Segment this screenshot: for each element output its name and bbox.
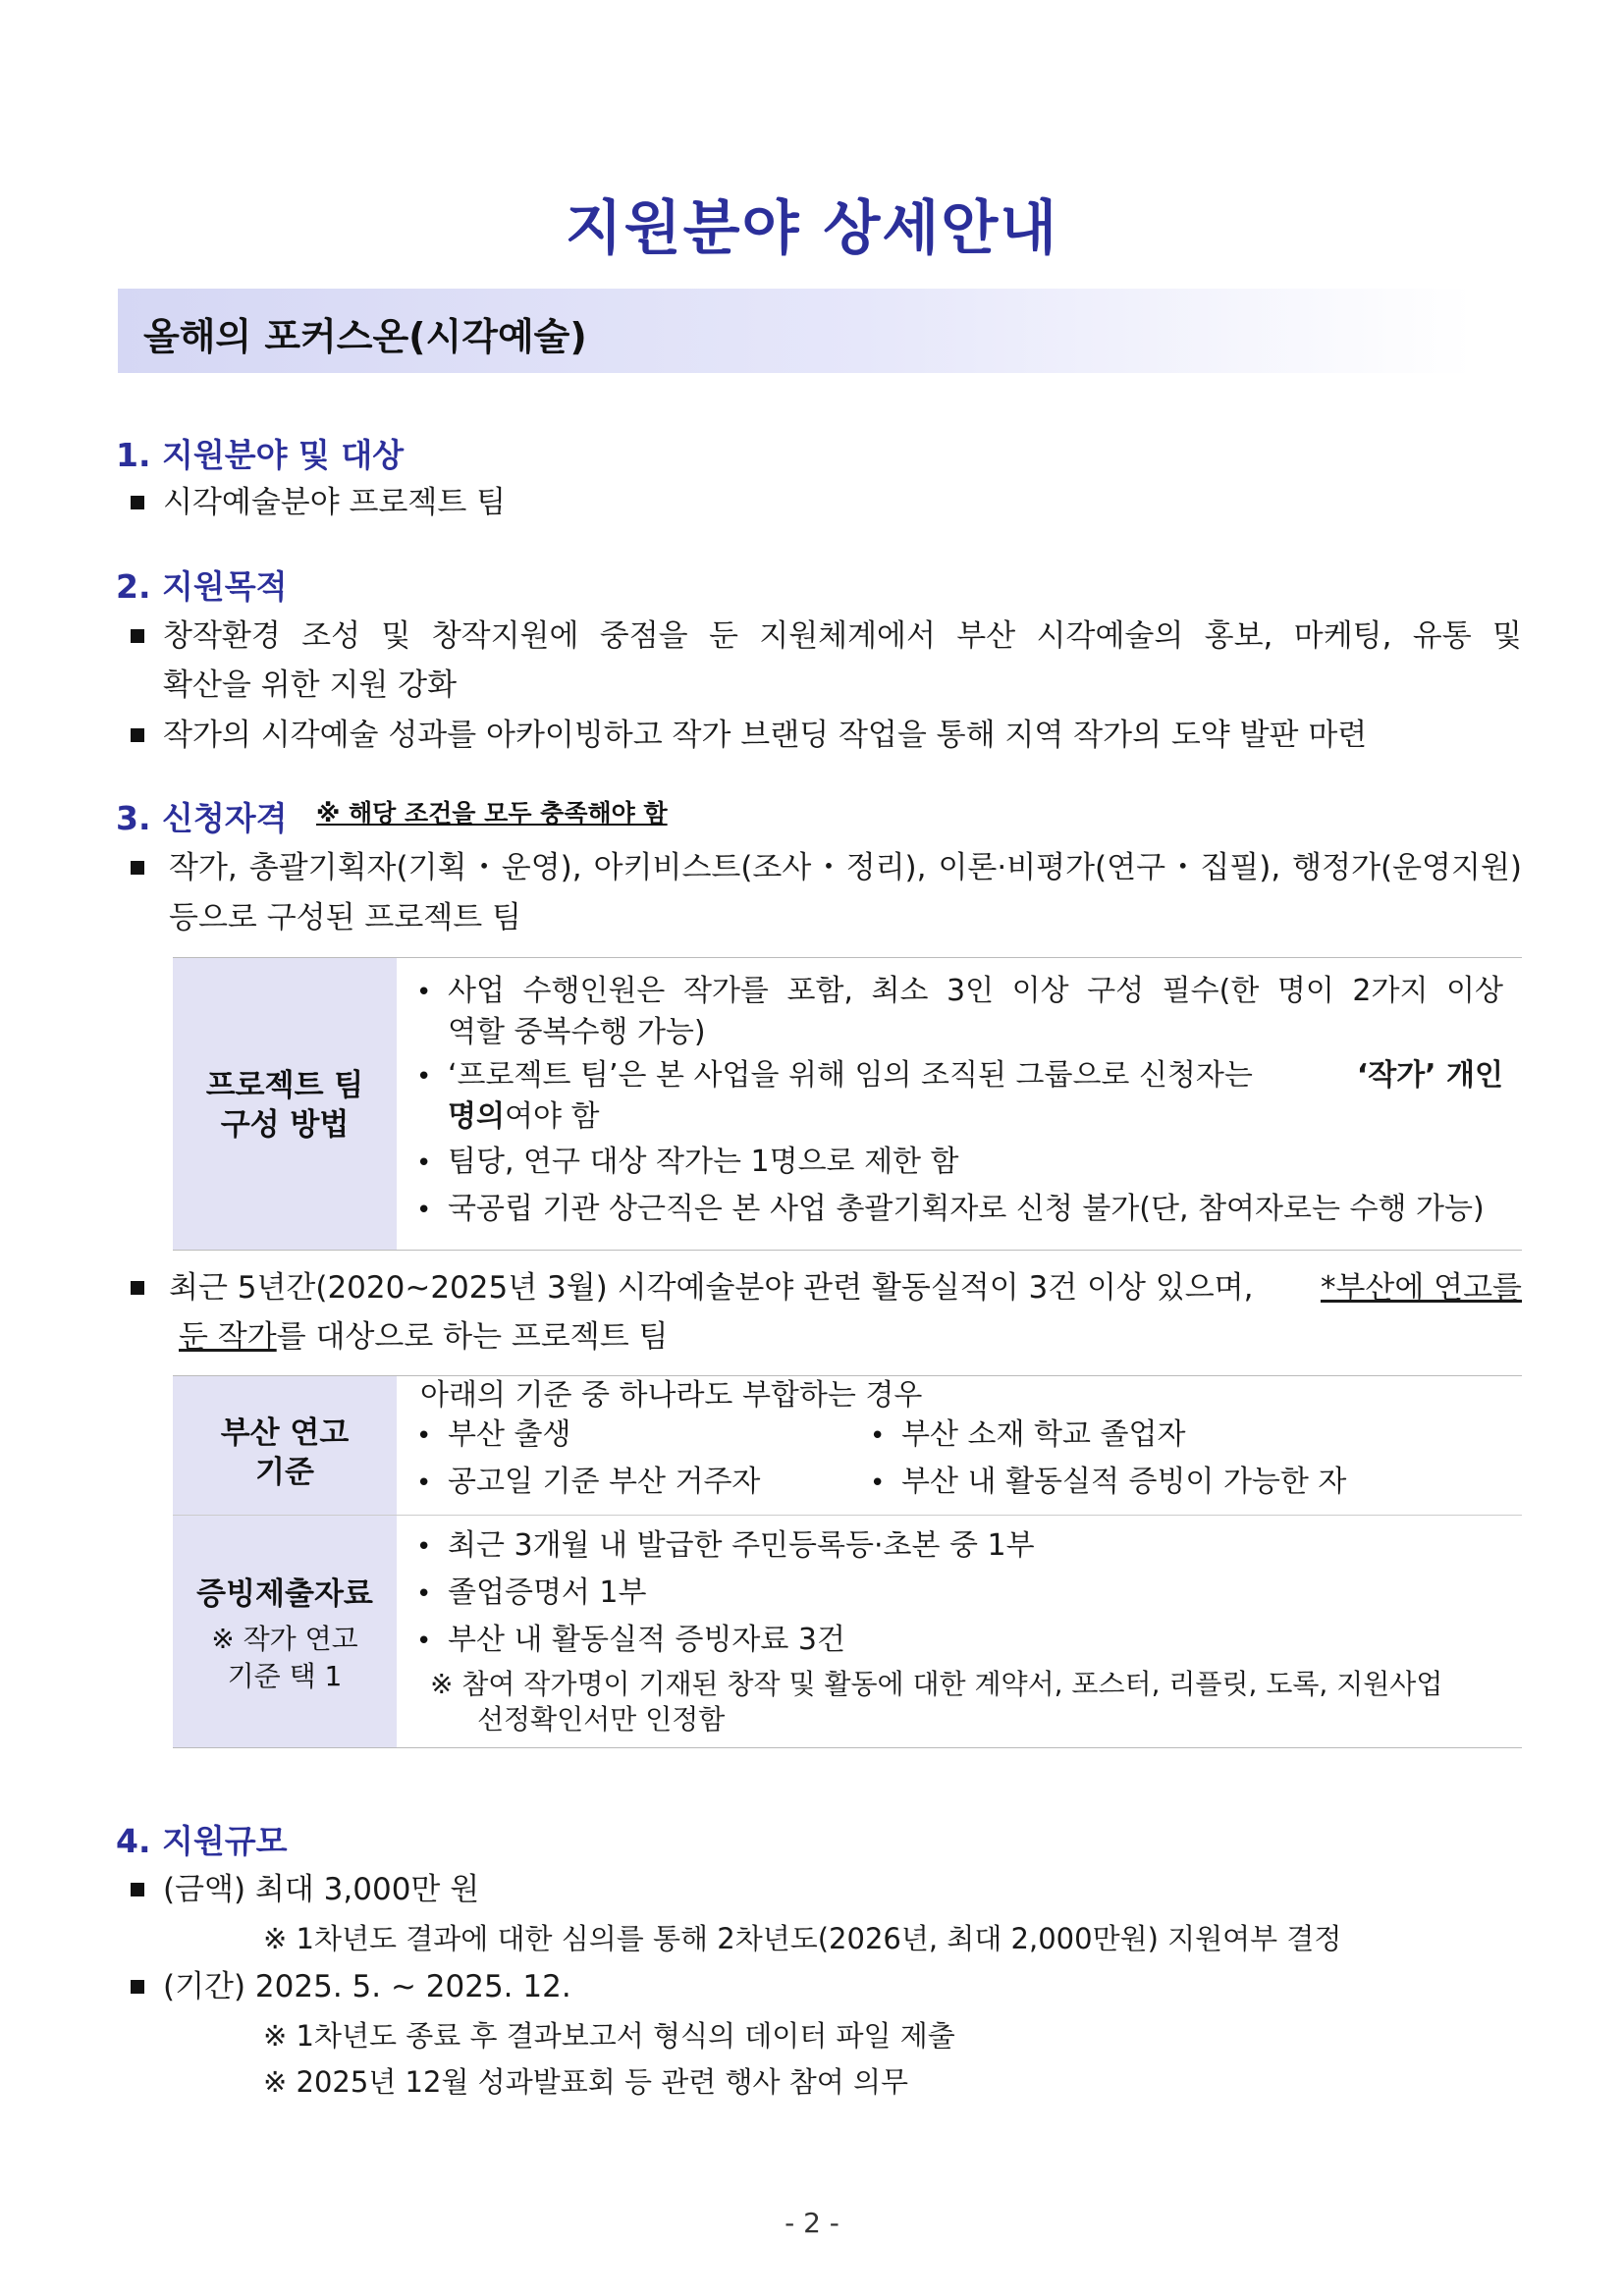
s3-item2-rest: 를 대상으로 하는 프로젝트 팀 — [276, 1319, 669, 1355]
bullet-dot: • — [870, 1421, 886, 1451]
s3-item2-text: 최근 5년간(2020~2025년 3월) 시각예술분야 관련 활동실적이 3건 이상 있으며, — [169, 1270, 1254, 1306]
bullet-dot: • — [416, 1421, 432, 1451]
s1-item: 시각예술분야 프로젝트 팀 — [163, 485, 507, 520]
bullet-dot: • — [416, 1196, 432, 1225]
t2-r1-b1: 부산 출생 — [448, 1417, 571, 1452]
t2-r1-b3: 공고일 기준 부산 거주자 — [448, 1465, 761, 1499]
s3-item1-line1: 작가, 총괄기획자(기획・운영), 아키비스트(조사・정리), 이론·비평가(연구・집필), 행정가(운영지원) — [169, 850, 1522, 885]
bullet-dot: • — [416, 1627, 432, 1656]
bullet-dot: • — [416, 1148, 432, 1178]
t1-b1-line2: 역할 중복수행 가능) — [448, 1015, 706, 1049]
bullet-square — [131, 629, 144, 643]
t2-r2-b1: 최근 3개월 내 발급한 주민등록등·초본 중 1부 — [448, 1528, 1035, 1563]
section-banner — [118, 289, 1473, 373]
header-line: 프로젝트 팀 — [205, 1068, 364, 1103]
bullet-dot: • — [416, 1062, 432, 1092]
bullet-square — [131, 1980, 144, 1994]
t2-r2-note-line1: ※ 참여 작가명이 기재된 창작 및 활동에 대한 계약서, 포스터, 리플릿, 도록, 지원사업 — [430, 1668, 1443, 1700]
t2-r1-intro: 아래의 기준 중 하나라도 부합하는 경우 — [420, 1378, 923, 1413]
header-line: 구성 방법 — [220, 1107, 350, 1143]
section-1-heading: 1. 지원분야 및 대상 — [116, 436, 405, 474]
s2-item2: 작가의 시각예술 성과를 아카이빙하고 작가 브랜딩 작업을 통해 지역 작가의 도약 발판 마련 — [163, 718, 1368, 753]
header-line: 기준 택 1 — [227, 1660, 343, 1692]
header-line: ※ 작가 연고 — [211, 1623, 358, 1655]
table-header-cell — [173, 1376, 397, 1515]
s3-item2-line2 — [179, 1317, 668, 1357]
bullet-square — [131, 728, 144, 742]
section-3-heading: 3. 신청자격 — [116, 799, 288, 837]
t2-r1-b2: 부산 소재 학교 졸업자 — [901, 1417, 1186, 1452]
bullet-square — [131, 1281, 144, 1295]
team-composition-table — [173, 957, 1522, 1251]
t1-b2-text: ‘프로젝트 팀’은 본 사업을 위해 임의 조직된 그룹으로 신청자는 — [448, 1058, 1253, 1093]
s4-item2-note2: ※ 2025년 12월 성과발표회 등 관련 행사 참여 의무 — [263, 2065, 908, 2099]
banner-label: 올해의 포커스온(시각예술) — [143, 315, 587, 358]
busan-connection-table — [173, 1375, 1522, 1748]
section-4-heading: 4. 지원규모 — [116, 1822, 288, 1860]
table-header-cell — [173, 958, 397, 1250]
s2-item1-line1: 창작환경 조성 및 창작지원에 중점을 둔 지원체계에서 부산 시각예술의 홍보, 마케팅, 유통 및 — [163, 618, 1522, 654]
bullet-dot: • — [870, 1468, 886, 1498]
header-line: 증빙제출자료 — [196, 1576, 373, 1612]
bullet-square — [131, 861, 144, 875]
s3-item2-underline-2: 둔 작가 — [179, 1319, 277, 1355]
bullet-dot: • — [416, 1532, 432, 1562]
bullet-dot: • — [416, 1468, 432, 1498]
bullet-square — [131, 1883, 144, 1896]
t1-b1-line1: 사업 수행인원은 작가를 포함, 최소 3인 이상 구성 필수(한 명이 2가지 이상 — [448, 974, 1503, 1008]
section-3-note: ※ 해당 조건을 모두 충족해야 함 — [316, 799, 668, 828]
t1-b2-bold-2: 명의 — [448, 1099, 505, 1134]
t2-r2-b3: 부산 내 활동실적 증빙자료 3건 — [448, 1623, 845, 1657]
header-line: 기준 — [255, 1455, 314, 1490]
bullet-dot: • — [416, 978, 432, 1007]
s4-item2-note1: ※ 1차년도 종료 후 결과보고서 형식의 데이터 파일 제출 — [263, 2019, 955, 2053]
t1-b4: 국공립 기관 상근직은 본 사업 총괄기획자로 신청 불가(단, 참여자로는 수행 가능) — [448, 1192, 1485, 1226]
t2-r2-note-line2: 선정확인서만 인정함 — [477, 1703, 726, 1735]
t2-r1-b4: 부산 내 활동실적 증빙이 가능한 자 — [901, 1465, 1347, 1499]
s4-item1: (금액) 최대 3,000만 원 — [163, 1872, 480, 1907]
page-title: 지원분야 상세안내 — [565, 194, 1059, 263]
t1-b2-line2 — [448, 1097, 599, 1137]
s4-item2: (기간) 2025. 5. ~ 2025. 12. — [163, 1969, 571, 2004]
t2-r2-b2: 졸업증명서 1부 — [448, 1575, 647, 1610]
section-2-heading: 2. 지원목적 — [116, 567, 288, 606]
header-line: 부산 연고 — [220, 1415, 350, 1451]
s3-item1-line2: 등으로 구성된 프로젝트 팀 — [169, 900, 521, 935]
bullet-dot: • — [416, 1579, 432, 1609]
t1-b3: 팀당, 연구 대상 작가는 1명으로 제한 함 — [448, 1145, 959, 1179]
table-header-cell — [173, 1516, 397, 1747]
s3-item2-underline: *부산에 연고를 — [1320, 1270, 1522, 1306]
s2-item1-line2: 확산을 위한 지원 강화 — [163, 667, 458, 703]
page-number: - 2 - — [785, 2207, 839, 2239]
s4-item1-note: ※ 1차년도 결과에 대한 심의를 통해 2차년도(2026년, 최대 2,000만원) 지원여부 결정 — [263, 1922, 1342, 1955]
t1-b2-line1 — [448, 1056, 1503, 1095]
s3-item2-line1 — [169, 1268, 1522, 1308]
t1-b2-rest: 여야 함 — [504, 1099, 600, 1134]
t1-b2-bold: ‘작가’ 개인 — [1356, 1058, 1503, 1093]
bullet-square — [131, 496, 144, 509]
